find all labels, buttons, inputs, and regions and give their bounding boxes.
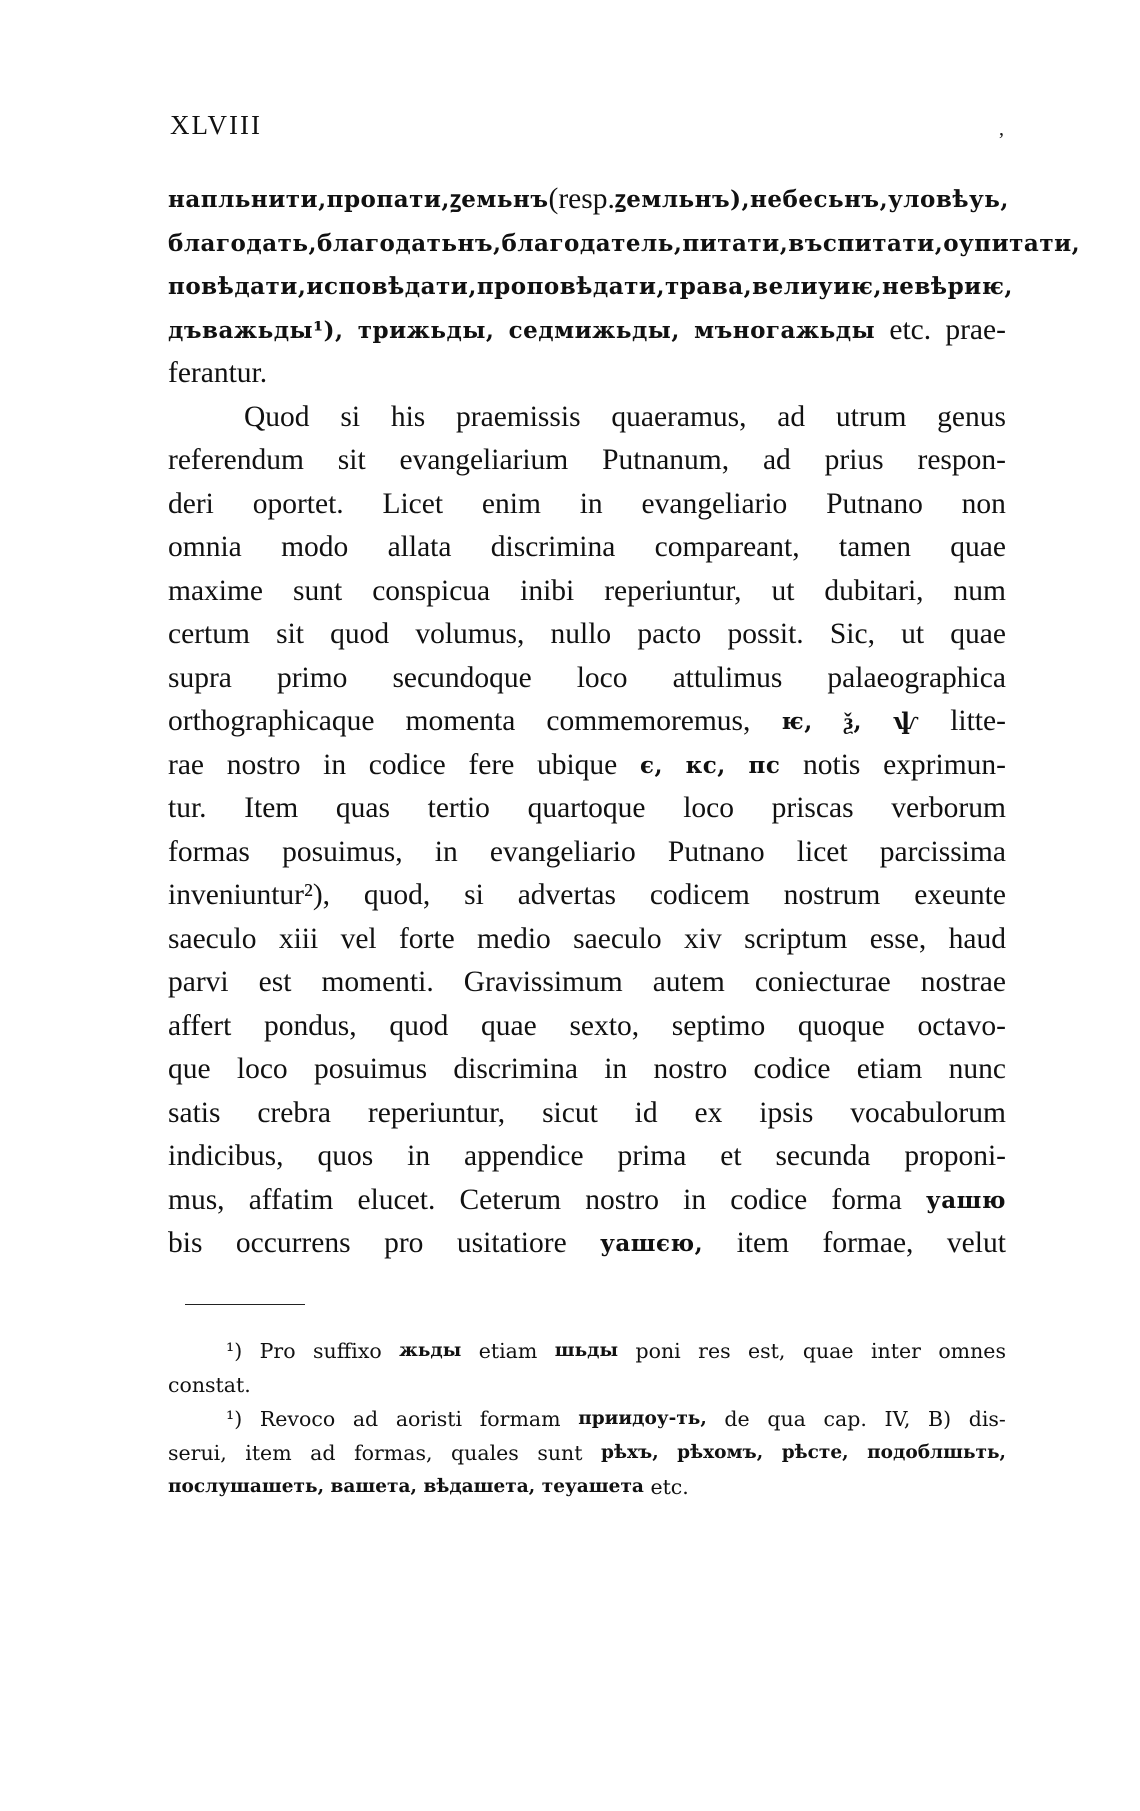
word: пропати, <box>326 186 450 213</box>
word: maxime <box>168 574 264 607</box>
word: pacto <box>637 618 702 650</box>
word: evangeliarium <box>399 444 569 476</box>
word: genus <box>937 400 1006 433</box>
word: pro <box>384 1227 424 1259</box>
word: pondus, <box>264 1009 357 1042</box>
word: благодать, <box>168 229 317 257</box>
word: volumus, <box>415 618 525 650</box>
word: дъважьды¹), <box>168 316 344 344</box>
word: пс <box>748 751 781 779</box>
word: мъногажьды <box>694 316 876 344</box>
word: orthographicaque <box>168 705 375 737</box>
word: vocabulorum <box>850 1096 1006 1129</box>
footnote-word: quae <box>802 1339 854 1363</box>
word: certum <box>168 618 250 650</box>
page-number: XLVIII <box>170 110 262 140</box>
word: medio <box>477 922 551 955</box>
word: bis <box>168 1227 203 1259</box>
word: palaeographica <box>827 661 1006 694</box>
word: in <box>434 835 458 868</box>
word: Putnano <box>667 835 765 868</box>
word: quae <box>950 618 1006 650</box>
word: num <box>953 574 1006 607</box>
word: praemissis <box>456 400 581 433</box>
word: ad <box>762 444 791 476</box>
word: crebra <box>257 1096 332 1129</box>
footnote-word: suffixo <box>313 1339 382 1363</box>
text-line <box>168 657 1006 701</box>
text-line <box>168 918 1006 962</box>
word: повѣдати, <box>168 273 307 300</box>
word: evangeliario <box>489 835 636 868</box>
word: momenta <box>405 705 516 737</box>
word: posuimus, <box>282 835 403 868</box>
word: in <box>683 1183 707 1216</box>
word: уашєю, <box>600 1230 704 1257</box>
word: autem <box>652 966 725 998</box>
footnote-word: serui, <box>168 1441 227 1465</box>
footnote-word: poni <box>635 1339 681 1363</box>
footnote-word: dis- <box>968 1407 1006 1431</box>
word: non <box>961 487 1006 520</box>
word: уашю <box>925 1186 1006 1214</box>
word: notis <box>803 748 861 781</box>
footnote-word: aoristi <box>395 1407 463 1431</box>
footnote-word: formas, <box>354 1441 433 1465</box>
footnote-word: formam <box>479 1407 561 1431</box>
text-line <box>168 396 1006 440</box>
word: nostro <box>226 748 301 781</box>
word: supra <box>168 661 232 694</box>
word: item <box>736 1227 790 1259</box>
text-line <box>168 744 1006 788</box>
footnote-word: B) <box>928 1407 952 1431</box>
word: Item <box>244 792 299 824</box>
footnote-word: etc. <box>650 1475 689 1499</box>
word: ferantur. <box>168 357 268 389</box>
footnote-word: res <box>698 1339 731 1363</box>
word: respon- <box>917 444 1006 476</box>
word: in <box>407 1140 431 1172</box>
word: conspicua <box>372 574 491 607</box>
word: satis <box>168 1096 221 1129</box>
footnote-line <box>168 1470 1006 1504</box>
word: ad <box>777 400 806 433</box>
word: невѣриѥ, <box>881 273 1013 300</box>
word: scriptum <box>744 922 848 955</box>
word: проповѣдати, <box>476 273 665 300</box>
word: mus, <box>168 1183 225 1216</box>
text-line <box>168 352 1006 396</box>
word: coniecturae <box>754 966 891 998</box>
corner-mark: ‚ <box>998 118 1005 140</box>
footnote-word: ad <box>310 1441 336 1465</box>
text-line <box>168 439 1006 483</box>
word: quas <box>335 792 390 824</box>
word: трижьды, <box>357 316 495 344</box>
footnote-word: жьды <box>399 1340 462 1361</box>
word: est <box>258 966 292 998</box>
footnote-word: подоблшьть, <box>867 1442 1006 1463</box>
word: dubitari, <box>824 574 924 607</box>
word: codice <box>730 1183 808 1216</box>
footnote-word: шьды <box>554 1340 619 1361</box>
word: quae <box>481 1009 537 1042</box>
word: nunc <box>948 1053 1006 1085</box>
word: ѥ, <box>781 708 813 735</box>
footnote-word: приидоу-ть, <box>578 1408 707 1429</box>
text-line <box>168 787 1006 831</box>
word: deri <box>168 487 214 520</box>
word: in <box>604 1053 628 1085</box>
word: небесьнъ, <box>750 186 889 213</box>
word: que <box>168 1053 211 1085</box>
word: secundoque <box>392 661 532 694</box>
word: etiam <box>856 1053 923 1085</box>
word: occurrens <box>235 1227 351 1259</box>
word: primo <box>276 661 348 694</box>
word: allata <box>387 531 452 563</box>
word: въспитати, <box>788 229 944 257</box>
text-line <box>168 1179 1006 1223</box>
word: utrum <box>835 400 907 433</box>
word: posuimus <box>313 1053 428 1085</box>
word: saeculo <box>168 922 257 955</box>
word: affatim <box>248 1183 334 1216</box>
word: inibi <box>520 574 575 607</box>
word: prius <box>824 444 884 476</box>
word: nostro <box>585 1183 659 1216</box>
word: tertio <box>427 792 490 824</box>
word: ipsis <box>759 1096 814 1129</box>
footnote-line <box>168 1402 1006 1436</box>
footnote-word: est, <box>748 1339 786 1363</box>
word: Gravissimum <box>463 966 623 998</box>
word: трава, <box>664 273 753 300</box>
footnote-word: sunt <box>537 1441 583 1465</box>
footnote-line <box>168 1368 1006 1402</box>
word: уловѣуь, <box>888 186 1009 213</box>
word: si <box>464 879 484 911</box>
text-line <box>168 613 1006 657</box>
text-line <box>168 1222 1006 1266</box>
word: ѱ <box>893 708 920 735</box>
word: напльнити, <box>168 186 327 213</box>
word: Putnano <box>826 487 923 520</box>
text-line <box>168 526 1006 570</box>
word: octavo- <box>917 1009 1006 1042</box>
text-line <box>168 483 1006 527</box>
word: usitatiore <box>456 1227 567 1259</box>
footnote-line <box>168 1436 1006 1470</box>
word: nostro <box>653 1053 728 1085</box>
footnote-word: рѣхомъ, <box>677 1442 764 1463</box>
footnotes <box>168 1334 1006 1504</box>
footnote-word: Pro <box>259 1339 296 1363</box>
word: forma <box>831 1183 902 1216</box>
word: exprimun- <box>883 748 1006 781</box>
word: vel <box>340 922 377 955</box>
word: quaeramus, <box>611 400 747 433</box>
footnote-word: рѣсте, <box>781 1442 849 1463</box>
word: sexto, <box>569 1009 640 1042</box>
footnote-word: Revoco <box>259 1407 336 1431</box>
word: loco <box>576 661 628 694</box>
text-line <box>168 570 1006 614</box>
footnote-word: ¹) <box>226 1339 243 1363</box>
word: ubique <box>536 748 618 781</box>
word: tamen <box>838 531 911 563</box>
word: ut <box>771 574 795 607</box>
word: esse, <box>869 922 927 955</box>
word: Quod <box>244 400 310 433</box>
word: haud <box>948 922 1006 955</box>
word: є, <box>639 751 663 779</box>
text-line <box>168 309 1006 353</box>
main-text <box>168 178 1081 1266</box>
word: codice <box>753 1053 831 1085</box>
word: prima <box>617 1140 687 1172</box>
text-line <box>168 178 1009 222</box>
word: oportet. <box>252 487 344 520</box>
word: quod <box>330 618 390 650</box>
word: discrimina <box>490 531 616 563</box>
word: si <box>340 400 361 433</box>
word: sunt <box>293 574 343 607</box>
word: in <box>323 748 347 781</box>
footnote-line <box>168 1334 1006 1368</box>
footnote-word: ad <box>352 1407 379 1431</box>
word: possit. <box>727 618 804 650</box>
footnote-word: constat. <box>168 1373 251 1397</box>
word: attulimus <box>672 661 783 694</box>
word: appendice <box>464 1140 584 1172</box>
word: et <box>720 1140 742 1172</box>
word: litte- <box>950 705 1006 737</box>
word: saeculo <box>573 922 662 955</box>
word: (resp. <box>548 183 615 215</box>
word: id <box>634 1096 658 1129</box>
word: verborum <box>891 792 1006 824</box>
text-line <box>168 831 1006 875</box>
word: in <box>579 487 603 520</box>
word: commemoremus, <box>546 705 751 737</box>
footnote-word: inter <box>870 1339 921 1363</box>
footnote-word: cap. <box>823 1407 867 1431</box>
word: reperiuntur, <box>604 574 742 607</box>
word: advertas <box>517 879 616 911</box>
word: quoque <box>797 1009 885 1042</box>
word: formas <box>168 835 250 868</box>
word: licet <box>796 835 848 868</box>
footnote-word: item <box>245 1441 292 1465</box>
word: Putnanum, <box>602 444 730 476</box>
footnote-word: вѣдашета, <box>423 1476 536 1497</box>
word: loco <box>683 792 734 824</box>
footnote-rule <box>185 1304 305 1305</box>
word: кс, <box>685 751 726 779</box>
footnote-word: вашета, <box>330 1476 417 1497</box>
word: omnia <box>168 531 242 563</box>
word: исповѣдати, <box>306 273 477 300</box>
footnote-word: IV, <box>884 1407 911 1431</box>
word: affert <box>168 1009 232 1042</box>
word: sit <box>276 618 304 650</box>
text-line <box>168 1005 1006 1049</box>
word: велиуиѥ, <box>752 273 882 300</box>
word: quartoque <box>527 792 646 824</box>
word: sit <box>337 444 366 476</box>
word: his <box>390 400 426 433</box>
word: ѯ, <box>843 708 863 735</box>
word: оупитати, <box>943 229 1081 257</box>
footnote-word: рѣхъ, <box>601 1442 659 1463</box>
word: loco <box>236 1053 288 1085</box>
word: nullo <box>550 618 612 650</box>
word: parvi <box>168 966 229 998</box>
word: ex <box>694 1096 723 1129</box>
word: discrimina <box>453 1053 578 1085</box>
footnote-word: de <box>724 1407 750 1431</box>
word: secunda <box>775 1140 871 1172</box>
word: nostrae <box>920 966 1006 998</box>
word: velut <box>946 1227 1006 1259</box>
word: forte <box>398 922 455 955</box>
word: compareant, <box>654 531 800 563</box>
word: parcissima <box>879 835 1006 868</box>
word: quae <box>950 531 1006 563</box>
word: благодатьнъ, <box>317 229 502 257</box>
word: ꙁемльнъ), <box>614 186 751 213</box>
word: indicibus, <box>168 1140 284 1172</box>
text-line <box>168 874 1006 918</box>
word: ut <box>901 618 925 650</box>
word: codicem <box>649 879 750 911</box>
word: xiv <box>684 922 722 955</box>
word: fere <box>468 748 515 781</box>
word: reperiuntur, <box>367 1096 506 1129</box>
word: sicut <box>542 1096 598 1129</box>
word: septimo <box>671 1009 766 1042</box>
word: inveniuntur²), <box>168 879 331 911</box>
footnote-word: послушашеть, <box>168 1476 325 1497</box>
word: elucet. <box>357 1183 436 1216</box>
word: quos <box>317 1140 374 1172</box>
word: quod <box>389 1009 449 1042</box>
footnote-word: теуашета <box>541 1476 644 1497</box>
word: питати, <box>682 229 789 257</box>
text-line <box>168 222 1081 266</box>
text-line <box>168 961 1006 1005</box>
word: ꙁемьнъ <box>449 186 549 213</box>
text-line <box>168 1135 1006 1179</box>
footnote-word: etiam <box>478 1339 538 1363</box>
word: prae- <box>945 313 1006 346</box>
word: etc. <box>889 313 932 346</box>
word: благодатель, <box>501 229 683 257</box>
word: evangeliario <box>641 487 788 520</box>
word: Ceterum <box>459 1183 562 1216</box>
word: quod, <box>363 879 431 911</box>
word: referendum <box>168 444 304 476</box>
word: enim <box>481 487 541 520</box>
text-line <box>168 265 1013 309</box>
word: Licet <box>382 487 444 520</box>
text-line <box>168 700 1006 744</box>
word: tur. <box>168 792 207 824</box>
footnote-word: qua <box>767 1407 806 1431</box>
word: proponi- <box>904 1140 1006 1172</box>
word: rae <box>168 748 205 781</box>
footnote-word: ¹) <box>226 1407 243 1431</box>
word: momenti. <box>321 966 434 998</box>
text-line <box>168 1048 1006 1092</box>
word: formae, <box>822 1227 914 1259</box>
word: codice <box>368 748 446 781</box>
word: xiii <box>278 922 319 955</box>
footnote-word: omnes <box>938 1339 1006 1363</box>
word: Sic, <box>829 618 875 650</box>
word: nostrum <box>783 879 881 911</box>
text-line <box>168 1092 1006 1136</box>
word: modo <box>281 531 349 563</box>
word: exeunte <box>914 879 1006 911</box>
footnote-word: quales <box>451 1441 519 1465</box>
word: priscas <box>771 792 854 824</box>
word: седмижьды, <box>508 316 680 344</box>
